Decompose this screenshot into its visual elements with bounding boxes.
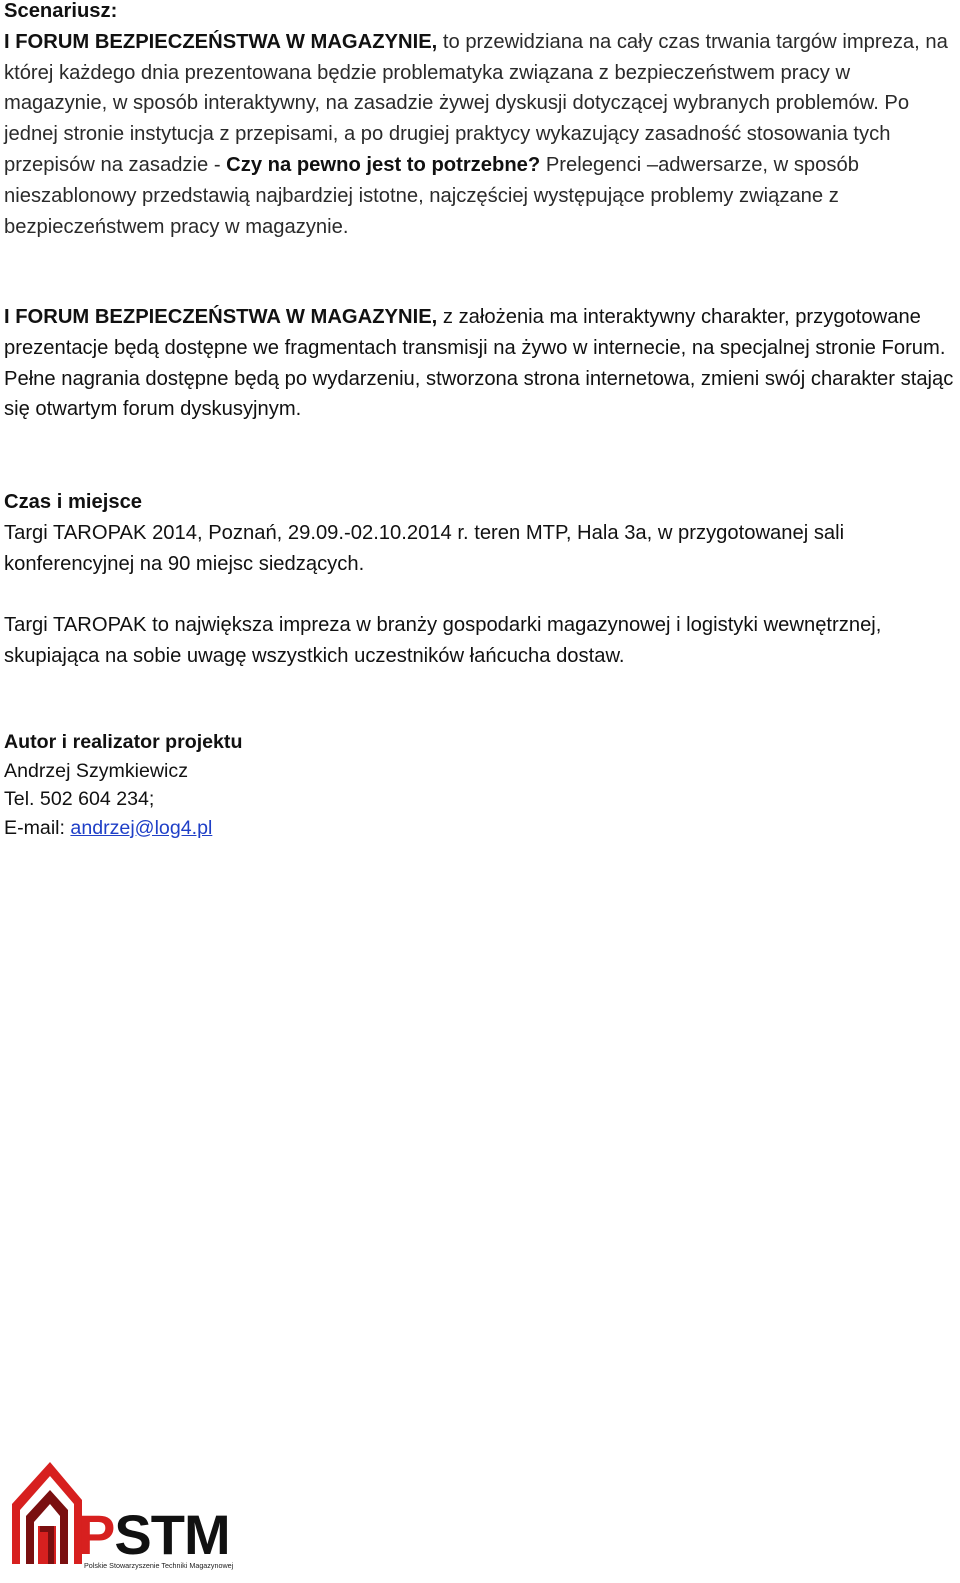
forum-info-text: z założenia ma interaktywny charakter, przygotowane prezentacje będą dostępne we fragmentach transmisji na żywo w internecie, na specjalnej stronie Forum. Pełne nagrania dostępne będą po wydarzeniu, stworzona strona internetowa, zmieni swój charakter stając się otwartym forum dyskusyjnym. (4, 306, 954, 421)
time-place-text: Targi TAROPAK 2014, Poznań, 29.09.-02.10.2014 r. teren MTP, Hala 3a, w przygotowanej sali konferencyjnej na 90 miejsc siedzących. (4, 521, 845, 575)
forum-name: I FORUM BEZPIECZEŃSTWA W MAGAZYNIE, (4, 30, 438, 53)
logo-letter-m: M (183, 1503, 230, 1566)
time-place-section (4, 487, 954, 579)
logo-letter-t: T (150, 1503, 184, 1566)
forum-info-section (4, 302, 954, 425)
scenario-heading: Scenariusz: (4, 0, 118, 22)
logo-letter-s: S (114, 1503, 151, 1566)
email-link[interactable]: andrzej@log4.pl (70, 816, 213, 839)
author-phone: Tel. 502 604 234; (4, 788, 155, 810)
taropak-section (4, 610, 954, 672)
scenario-question: Czy na pewno jest to potrzebne? (226, 153, 541, 176)
pstm-logo-graphic (12, 1460, 240, 1572)
author-name: Andrzej Szymkiewicz (4, 759, 189, 782)
scenario-text-a: to przewidziana na cały czas trwania targów impreza, na której każdego dnia prezentowana będzie problematyka związana z bezpieczeństwem pracy w magazynie, w sposób interaktywny, na zasadzie żywej dyskusji dotyczącej wybranych problemów. Po jednej stronie instytucja z przepisami, a po drugiej praktycy wykazujący zasadność stosowania tych przepisów na zasadzie - (4, 30, 948, 176)
pstm-logo (12, 1460, 240, 1572)
author-section (4, 728, 604, 842)
taropak-text: Targi TAROPAK to największa impreza w branży gospodarki magazynowej i logistyki wewnętrznej, skupiająca na sobie uwagę wszystkich uczestników łańcucha dostaw. (4, 614, 882, 667)
scenario-text-b: Prelegenci –adwersarze, w sposób nieszablonowy przedstawią najbardziej istotne, najczęściej występujące problemy związane z bezpieczeństwem pracy w magazynie. (4, 153, 859, 238)
author-heading: Autor i realizator projektu (4, 731, 243, 753)
forum-name: I FORUM BEZPIECZEŃSTWA W MAGAZYNIE, (4, 306, 438, 328)
logo-letters (78, 1503, 230, 1566)
scenario-section (4, 0, 954, 242)
email-label: E-mail: (4, 816, 71, 839)
logo-tagline: Polskie Stowarzyszenie Techniki Magazynowej (84, 1561, 234, 1570)
logo-letter-p: P (78, 1503, 115, 1566)
time-place-heading: Czas i miejsce (4, 491, 143, 513)
